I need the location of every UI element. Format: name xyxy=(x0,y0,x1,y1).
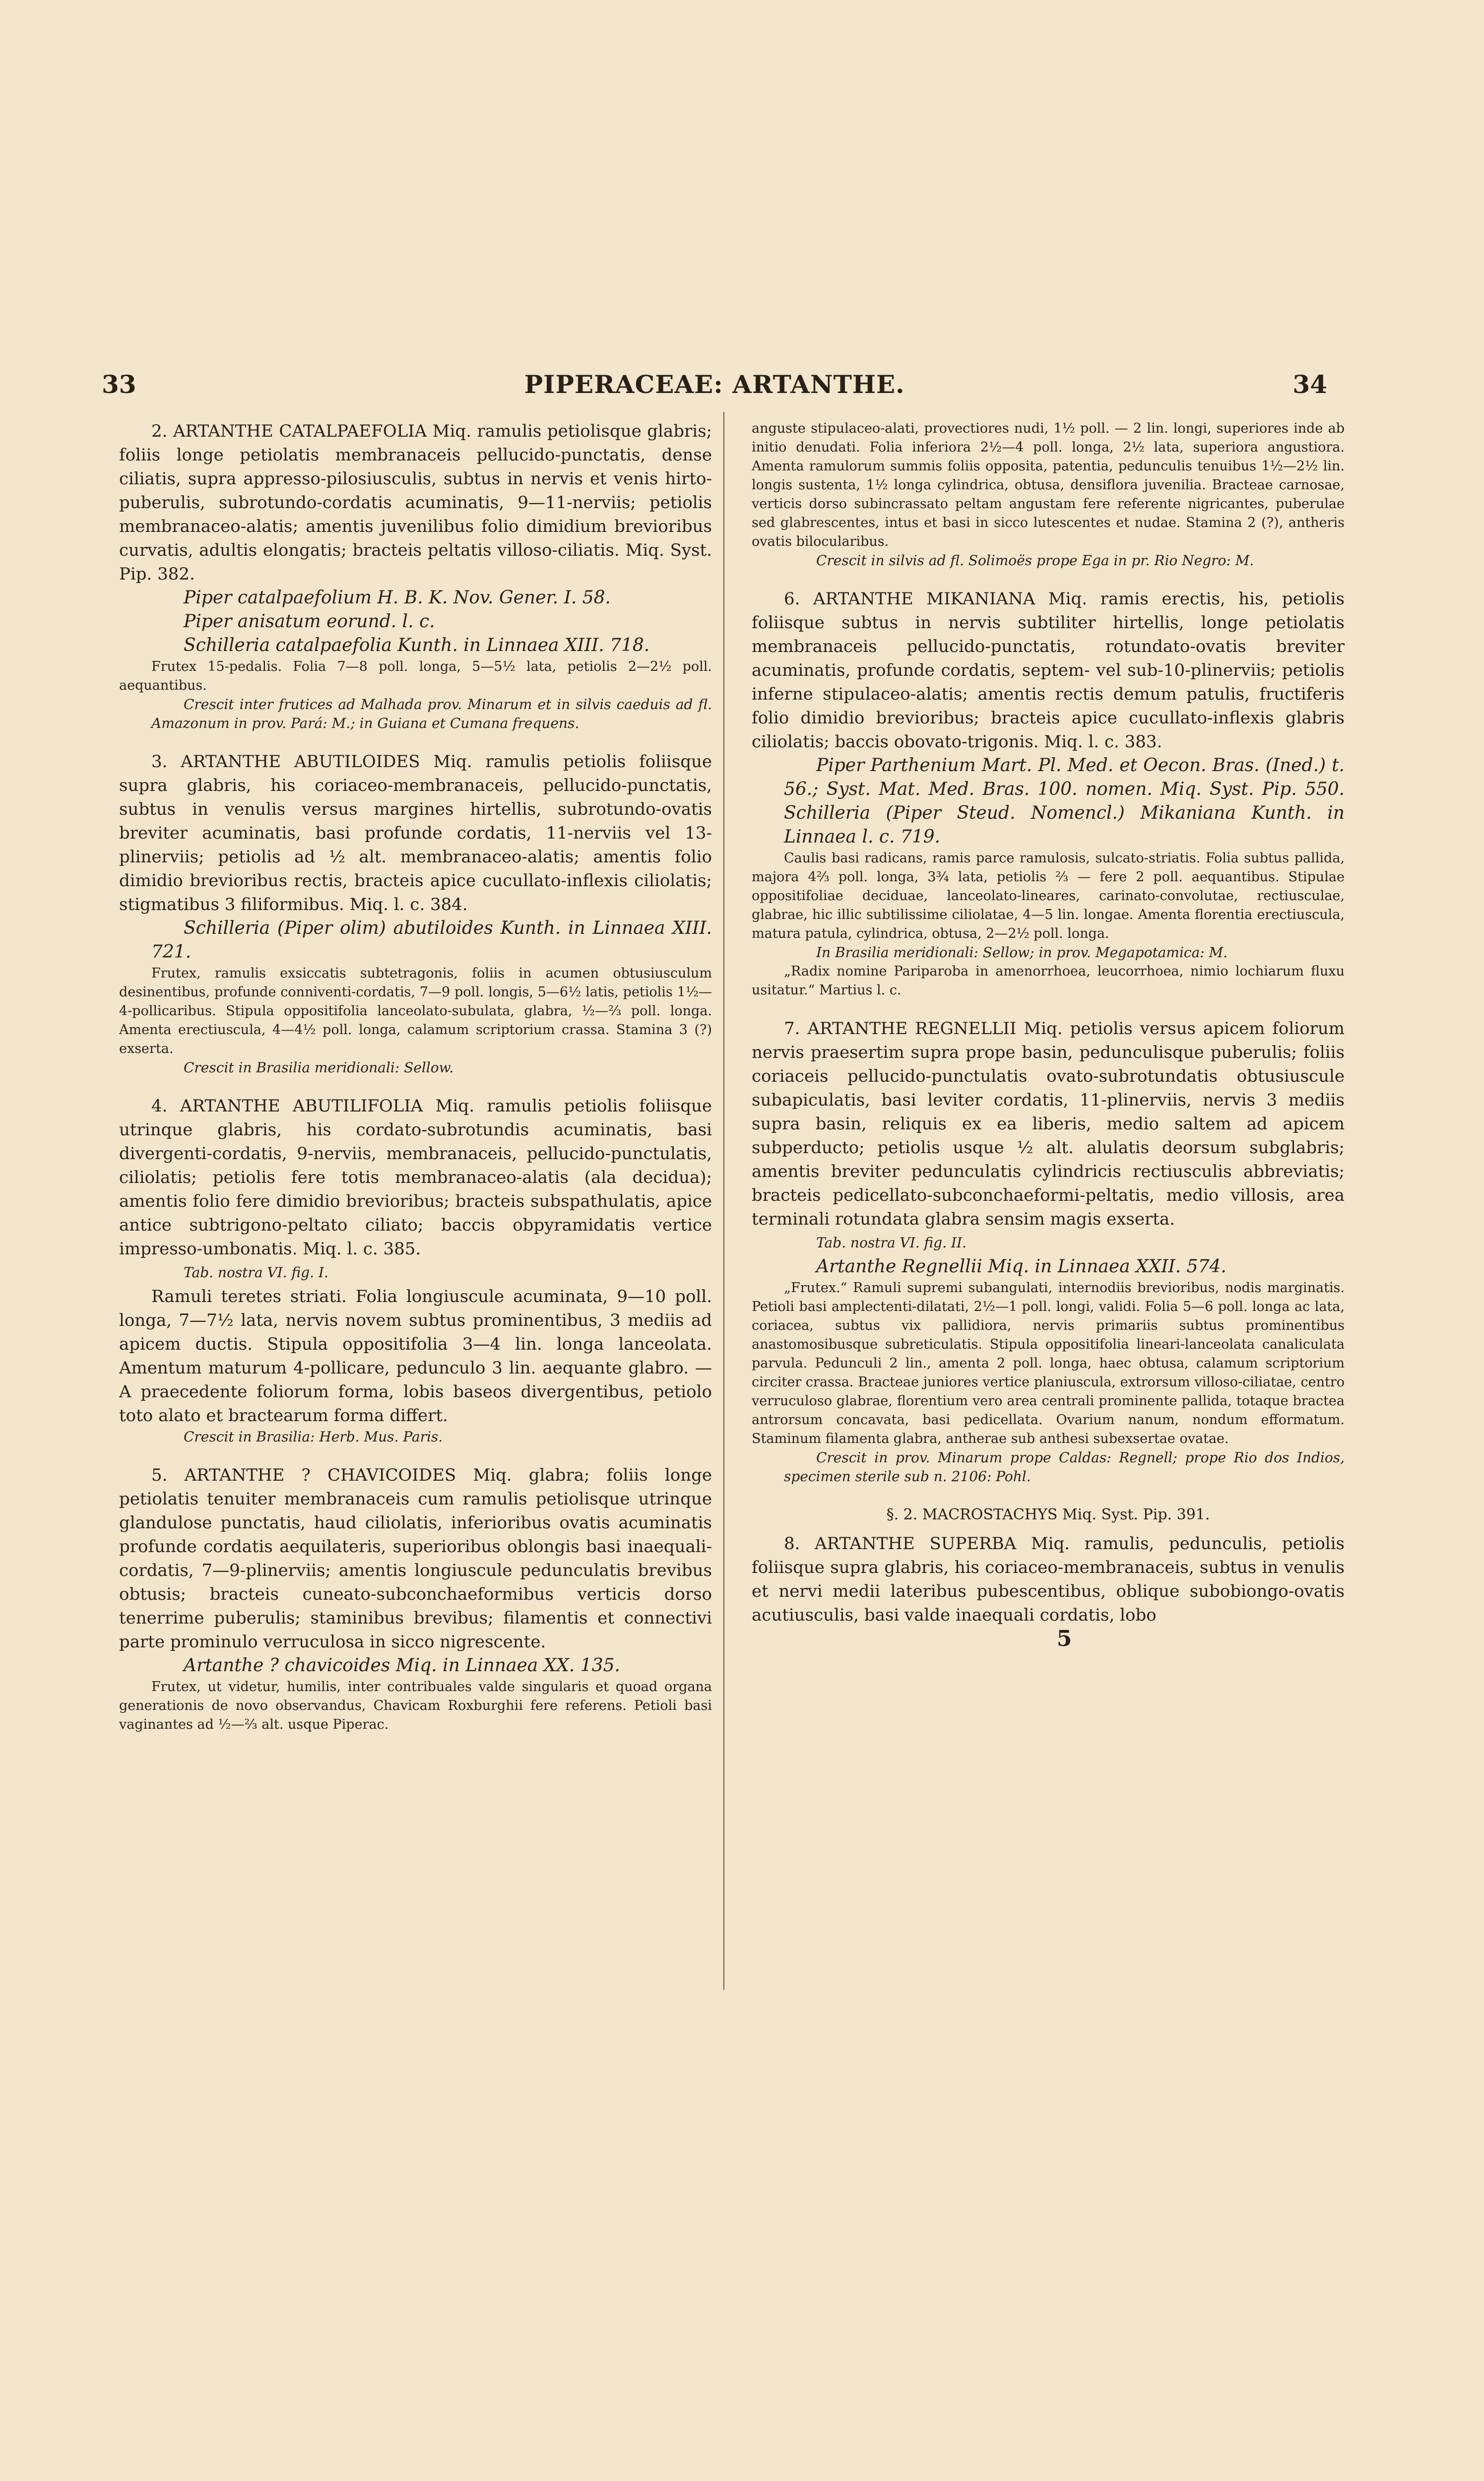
entry-5-locality: Crescit in silvis ad fl. Solimoës prope Ega in pr. Rio Negro: M. xyxy=(816,552,1254,569)
section-heading: §. 2. MACROSTACHYS Miq. Syst. Pip. 391. xyxy=(886,1506,1210,1523)
page-number-left: 33 xyxy=(102,370,136,399)
entry-6 xyxy=(752,587,1345,1000)
entry-5-continued-description: anguste stipulaceo-alati, provectiores nudi, 1½ poll. — 2 lin. longi, superiores inde ab initio denudati. Folia inferiora 2½—4 poll. longa, 2½ lata, superiora angustiora. Amenta ramulorum summis foliis opposita, patentia, pedunculis tenuibus 1½—2½ lin. longis sustenta, 1½ longa cylindrica, obtusa, densiflora juvenilia. Bracteae carnosae, verticis dorso subincrassato peltam angustam fere referente nigricantes, puberulae sed glabrescentes, intus et basi in sicco lutescentes et nudae. Stamina 2 (?), antheris ovatis bilocularibus. xyxy=(752,421,1345,549)
column-divider xyxy=(723,412,724,1990)
entry-6-citation-1: Piper Parthenium Mart. Pl. Med. et Oecon. Bras. (Ined.) t. 56.; Syst. Mat. Med. Bras. 100. nomen. Miq. Syst. Pip. 550. Schilleria (Piper Steud. Nomencl.) Mikaniana Kunth. in Linnaea l. c. 719. xyxy=(784,755,1345,847)
sheet-signature: 5 xyxy=(1056,1626,1072,1651)
page-number-right: 34 xyxy=(1292,370,1327,399)
entry-4-locality: Crescit in Brasilia: Herb. Mus. Paris. xyxy=(184,1429,443,1445)
page-header xyxy=(102,370,1327,404)
entry-4-diagnosis: 4. ARTANTHE ABUTILIFOLIA Miq. ramulis petiolis foliisque utrinque glabris, his cordato-subrotundis acuminatis, basi divergenti-cordatis, 9-nerviis, membranaceis, pellucido-punctulatis, ciliolatis; petiolis fere totis membranaceo-alatis (ala decidua); amentis folio fere dimidio brevioribus; bracteis subspathulatis, apice antice subtrigono-peltato ciliato; baccis obpyramidatis vertice impresso-umbonatis. Miq. l. c. 385. xyxy=(119,1096,712,1259)
entry-7 xyxy=(752,1017,1345,1486)
entry-2-description: Frutex 15-pedalis. Folia 7—8 poll. longa, 5—5½ lata, petiolis 2—2½ poll. aequantibus. xyxy=(119,659,712,693)
entry-2-citation-1: Piper catalpaefolium H. B. K. Nov. Gener. I. 58. xyxy=(184,588,611,608)
entry-6-quote: „Radix nomine Pariparoba in amenorrhoea, leucorrhoea, nimio lochiarum fluxu usitatur.“ Martius l. c. xyxy=(752,964,1345,998)
entry-5-citation-1: Artanthe ? chavicoides Miq. in Linnaea XX. 135. xyxy=(184,1655,620,1676)
entry-5-diagnosis: 5. ARTANTHE ? CHAVICOIDES Miq. glabra; foliis longe petiolatis tenuiter membranaceis cum ramulis petiolisque utrinque glandulose punctatis, haud ciliolatis, inferioribus ovatis acuminatis profunde cordatis aequilateris, superioribus oblongis basi inaequali-cordatis, 7—9-plinerviis; amentis longiuscule pedunculatis brevibus obtusis; bracteis cuneato-subconchaeformibus verticis dorso tenerrime puberulis; staminibus brevibus; filamentis et connectivi parte prominulo verruculosa in sicco nigrescente. xyxy=(119,1465,712,1652)
entry-7-citation-1: Artanthe Regnellii Miq. in Linnaea XXII. 574. xyxy=(816,1256,1226,1277)
entry-3 xyxy=(119,750,712,1077)
entry-6-description: Caulis basi radicans, ramis parce ramulosis, sulcato-striatis. Folia subtus pallida, majora 4⅔ poll. longa, 3¾ lata, petiolis ⅔ — fere 2 poll. aequantibus. Stipulae oppositifoliae deciduae, lanceolato-lineares, carinato-convolutae, rectiusculae, glabrae, hic illic subtilissime ciliolatae, 4—5 lin. longae. Amenta florentia erectiuscula, matura patula, cylindrica, obtusa, 2—2½ poll. longa. xyxy=(752,850,1345,941)
entry-4-plate: Tab. nostra VI. fig. I. xyxy=(184,1264,328,1281)
left-column xyxy=(119,419,712,1751)
entry-3-citation-1: Schilleria (Piper olim) abutiloides Kunth. in Linnaea XIII. 721. xyxy=(151,918,712,962)
entry-8 xyxy=(752,1532,1345,1651)
entry-5-continued xyxy=(752,419,1345,570)
entry-2 xyxy=(119,419,712,733)
right-column xyxy=(752,419,1345,1668)
entry-2-diagnosis: 2. ARTANTHE CATALPAEFOLIA Miq. ramulis petiolisque glabris; foliis longe petiolatis membranaceis pellucido-punctatis, dense ciliatis, supra appresso-pilosiusculis, subtus in nervis et venis hirto-puberulis, subrotundo-cordatis acuminatis, 9—11-nerviis; petiolis membranaceo-alatis; amentis juvenilibus folio dimidium brevioribus curvatis, adultis elongatis; bracteis peltatis villoso-ciliatis. Miq. Syst. Pip. 382. xyxy=(119,421,712,584)
entry-4 xyxy=(119,1094,712,1446)
entry-6-diagnosis: 6. ARTANTHE MIKANIANA Miq. ramis erectis, his, petiolis foliisque subtus in nervis subtiliter hirtellis, longe petiolatis membranaceis pellucido-punctatis, rotundato-ovatis breviter acuminatis, profunde cordatis, septem- vel sub-10-plinerviis; petiolis inferne stipulaceo-alatis; amentis rectis demum patulis, fructiferis folio dimidio brevioribus; bracteis apice cucullato-inflexis glabris ciliolatis; baccis obovato-trigonis. Miq. l. c. 383. xyxy=(752,589,1345,752)
entry-7-description: „Frutex.“ Ramuli supremi subangulati, internodiis brevioribus, nodis marginatis. Petioli basi amplectenti-dilatati, 2½—1 poll. longi, validi. Folia 5—6 poll. longa ac lata, coriacea, subtus vix pallidiora, nervis primariis subtus prominentibus anastomosibusque subreticulatis. Stipula oppositifolia lineari-lanceolata canaliculata parvula. Pedunculi 2 lin., amenta 2 poll. longa, haec obtusa, calamum scriptorium circiter crassa. Bracteae juniores vertice planiuscula, extrorsum villoso-ciliatae, centro verruculoso glabrae, florentium vero area centrali prominente pallida, totaque bractea antrorsum concavata, basi pedicellata. Ovarium nanum, nondum efformatum. Staminum filamenta glabra, antherae sub anthesi subexsertae ovatae. xyxy=(752,1280,1345,1446)
entry-5-description: Frutex, ut videtur, humilis, inter contribuales valde singularis et quoad organa generationis de novo observandus, Chavicam Roxburghii fere referens. Petioli basi vaginantes ad ½—⅔ alt. usque Piperac. xyxy=(119,1679,712,1732)
entry-7-locality: Crescit in prov. Minarum prope Caldas: Regnell; prope Rio dos Indios, specimen sterile sub n. 2106: Pohl. xyxy=(784,1449,1345,1485)
entry-8-diagnosis: 8. ARTANTHE SUPERBA Miq. ramulis, pedunculis, petiolis foliisque supra glabris, his coriaceo-membranaceis, subtus in venulis et nervi medii lateribus pubescentibus, oblique subobiongo-ovatis acutiusculis, basi valde inaequali cordatis, lobo xyxy=(752,1534,1345,1625)
entry-2-citation-2: Piper anisatum eorund. l. c. xyxy=(184,611,435,632)
entry-2-citation-3: Schilleria catalpaefolia Kunth. in Linnaea XIII. 718. xyxy=(184,635,650,655)
entry-7-plate: Tab. nostra VI. fig. II. xyxy=(816,1235,967,1251)
entry-3-diagnosis: 3. ARTANTHE ABUTILOIDES Miq. ramulis petiolis foliisque supra glabris, his coriaceo-membranaceis, pellucido-punctatis, subtus in venulis versus margines hirtellis, subrotundo-ovatis breviter acuminatis, basi profunde cordatis, 11-nerviis vel 13-plinerviis; petiolis ad ½ alt. membranaceo-alatis; amentis folio dimidio brevioribus rectis, bracteis apice cucullato-inflexis ciliolatis; stigmatibus 3 filiformibus. Miq. l. c. 384. xyxy=(119,752,712,914)
entry-4-description: Ramuli teretes striati. Folia longiuscule acuminata, 9—10 poll. longa, 7—7½ lata, nervis novem subtus prominentibus, 3 mediis ad apicem ductis. Stipula oppositifolia 3—4 lin. longa lanceolata. Amentum maturum 4-pollicare, pedunculo 3 lin. aequante glabro. — A praecedente foliorum forma, lobis baseos divergentibus, petiolo toto alato et bractearum forma differt. xyxy=(119,1287,712,1426)
entry-5 xyxy=(119,1463,712,1734)
entry-3-locality: Crescit in Brasilia meridionali: Sellow. xyxy=(184,1059,454,1076)
running-title: PIPERACEAE: ARTANTHE. xyxy=(524,370,905,399)
entry-3-description: Frutex, ramulis exsiccatis subtetragonis, foliis in acumen obtusiusculum desinentibus, profunde conniventi-cordatis, 7—9 poll. longis, 5—6½ latis, petiolis 1½—4-pollicaribus. Stipula oppositifolia lanceolato-subulata, glabra, ½—⅔ poll. longa. Amenta erectiuscula, 4—4½ poll. longa, calamum scriptorium crassa. Stamina 3 (?) exserta. xyxy=(119,966,712,1056)
entry-2-locality: Crescit inter frutices ad Malhada prov. Minarum et in silvis caeduis ad fl. Amazonum in prov. Pará: M.; in Guiana et Cumana frequens. xyxy=(151,696,712,731)
entry-7-diagnosis: 7. ARTANTHE REGNELLII Miq. petiolis versus apicem foliorum nervis praesertim supra prope basin, pedunculisque puberulis; foliis coriaceis pellucido-punctulatis ovato-subrotundatis obtusiuscule subapiculatis, basi leviter cordatis, 11-plinerviis, nervis 3 mediis supra basin, reliquis ex ea liberis, medio saltem ad apicem subperducto; petiolis usque ½ alt. alulatis deorsum subglabris; amentis breviter pedunculatis cylindricis rectiusculis abbreviatis; bracteis pedicellato-subconchaeformi-peltatis, medio villosis, area terminali rotundata glabra sensim magis exserta. xyxy=(752,1019,1345,1229)
entry-6-locality: In Brasilia meridionali: Sellow; in prov. Megapotamica: M. xyxy=(816,944,1228,961)
